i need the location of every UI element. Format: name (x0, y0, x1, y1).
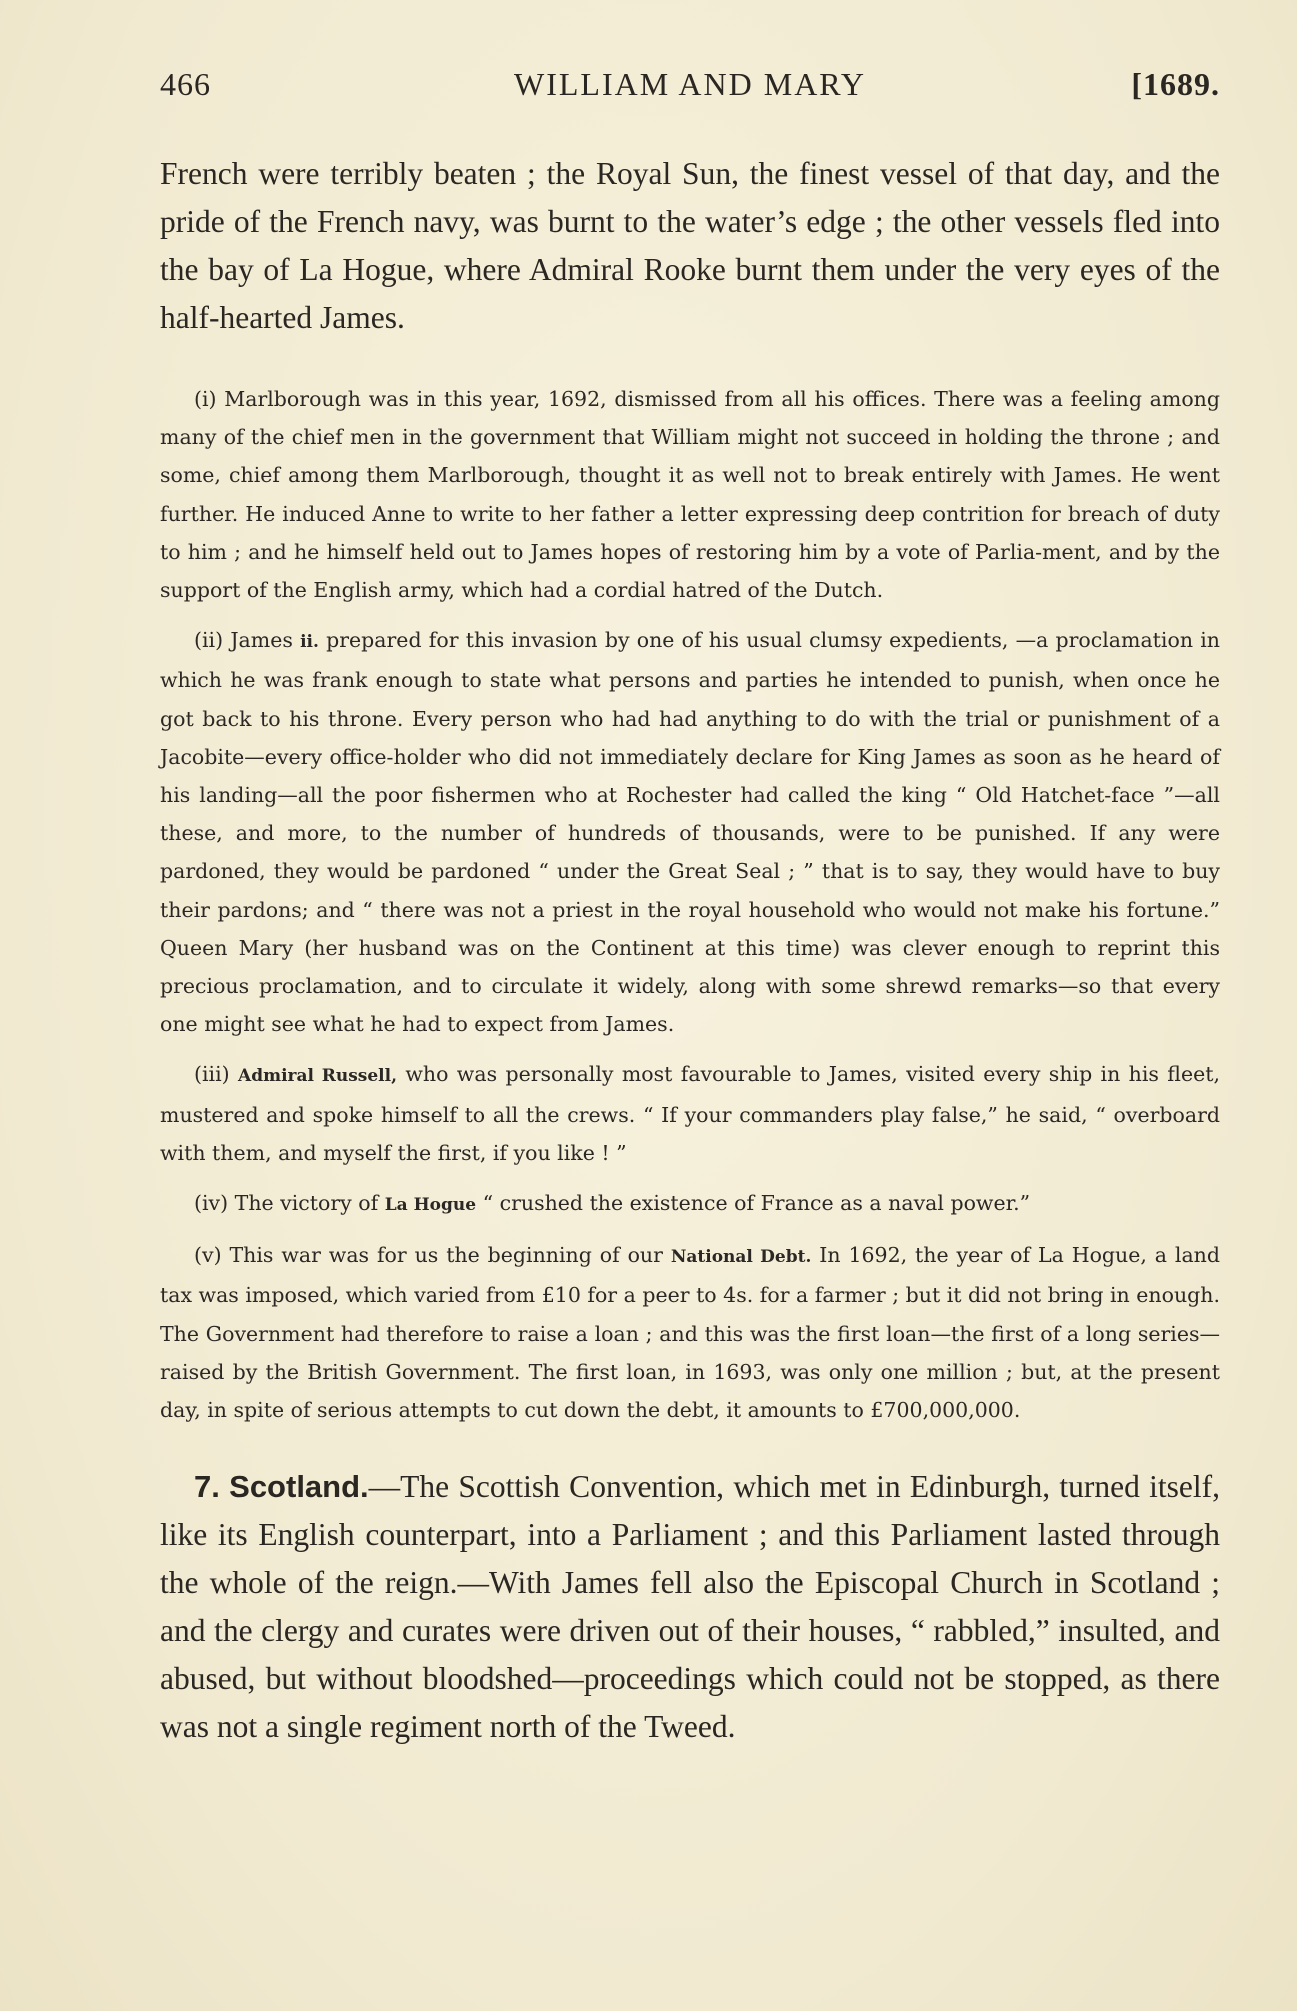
notes-block (160, 380, 1220, 1429)
section-heading: Scotland. (229, 1469, 369, 1505)
running-year: [1689. (1131, 66, 1220, 102)
note-v-term: National Debt. (670, 1247, 812, 1268)
running-head (160, 60, 1220, 108)
note-v-post: In 1692, the year of La Hogue, a land tax was imposed, which varied from £10 for a peer to 4s. for a farmer ; but it did not bring in enough. The Government had therefore to raise a loan ; and this was the first loan—the first of a long series—raised by the British Government. The first loan, in 1693, was only one million ; but, at the present day, in spite of serious attempts to cut down the debt, it amounts to £700,000,000. (160, 1243, 1220, 1423)
note-ii-pre: (ii) James (194, 628, 301, 653)
running-title: WILLIAM AND MARY (514, 66, 866, 102)
section-text: —The Scottish Convention, which met in Edinburgh, turned itself, like its English counterpart, into a Parliament ; and this Parliament lasted through the whole of the reign.—With James fell also the Episcopal Church in Scotland ; and the clergy and curates were driven out of their houses, “ rabbled,” insulted, and abused, but without bloodshed—proceedings which could not be stopped, as there was not a single regiment north of the Tweed. (160, 1469, 1221, 1745)
section-scotland (160, 1463, 1220, 1751)
main-paragraph: French were terribly beaten ; the Royal Sun, the finest vessel of that day, and the pride of the French navy, was burnt to the water’s edge ; the other vessels fled into the bay of La Hogue, where Admiral Rooke burnt them under the very eyes of the half-hearted James. (160, 156, 1220, 335)
page-number: 466 (160, 66, 211, 102)
note-iv (160, 1184, 1220, 1224)
note-v-pre: (v) This war was for us the beginning of our (194, 1243, 671, 1268)
section-number: 7. (194, 1469, 220, 1505)
note-iii (160, 1055, 1220, 1172)
note-i: (i) Marlborough was in this year, 1692, dismissed from all his offices. There was a feeling among many of the chief men in the government that William might not succeed in holding the throne ; and some, chief among them Marlborough, thought it as well not to break entirely with James. He went further. He induced Anne to write to her father a letter expressing deep contrition for breach of duty to him ; and he himself held out to James hopes of restoring him by a vote of Parlia-ment, and by the support of the English army, which had a cordial hatred of the Dutch. (160, 387, 1220, 603)
main-text-block (160, 150, 1220, 342)
note-iii-name: Admiral Russell, (238, 1066, 398, 1087)
note-iv-pre: (iv) The victory of (194, 1191, 385, 1216)
note-v (160, 1236, 1220, 1429)
note-ii-post: prepared for this invasion by one of his usual clumsy expedients, —a proclamation in which he was frank enough to state what persons and parties he intended to punish, when once he got back to his throne. Every person who had had anything to do with the trial or punishment of a Jacobite—every office-holder who did not immediately declare for King James as soon as he heard of his landing—all the poor fishermen who at Rochester had called the king “ Old Hatchet-face ”—all these, and more, to the number of hundreds of thousands, were to be punished. If any were pardoned, they would be pardoned “ under the Great Seal ; ” that is to say, they would have to buy their pardons; and “ there was not a priest in the royal household who would not make his fortune.” Queen Mary (her husband was on the Continent at this time) was clever enough to reprint this precious proclamation, and to circulate it widely, along with some shrewd remarks—so that every one might see what he had to expect from James. (160, 628, 1220, 1037)
note-ii (160, 621, 1220, 1043)
book-page (160, 60, 1220, 1990)
note-iii-pre: (iii) (194, 1062, 239, 1087)
note-ii-roman: ii. (300, 632, 319, 653)
note-iv-post: “ crushed the existence of France as a naval power.” (476, 1191, 1031, 1216)
note-iv-name: La Hogue (384, 1195, 477, 1216)
section-paragraph (160, 1463, 1220, 1751)
note-iii-post: who was personally most favourable to James, visited every ship in his fleet, mustered and spoke himself to all the crews. “ If your commanders play false,” he said, “ overboard with them, and myself the first, if you like ! ” (160, 1062, 1220, 1165)
